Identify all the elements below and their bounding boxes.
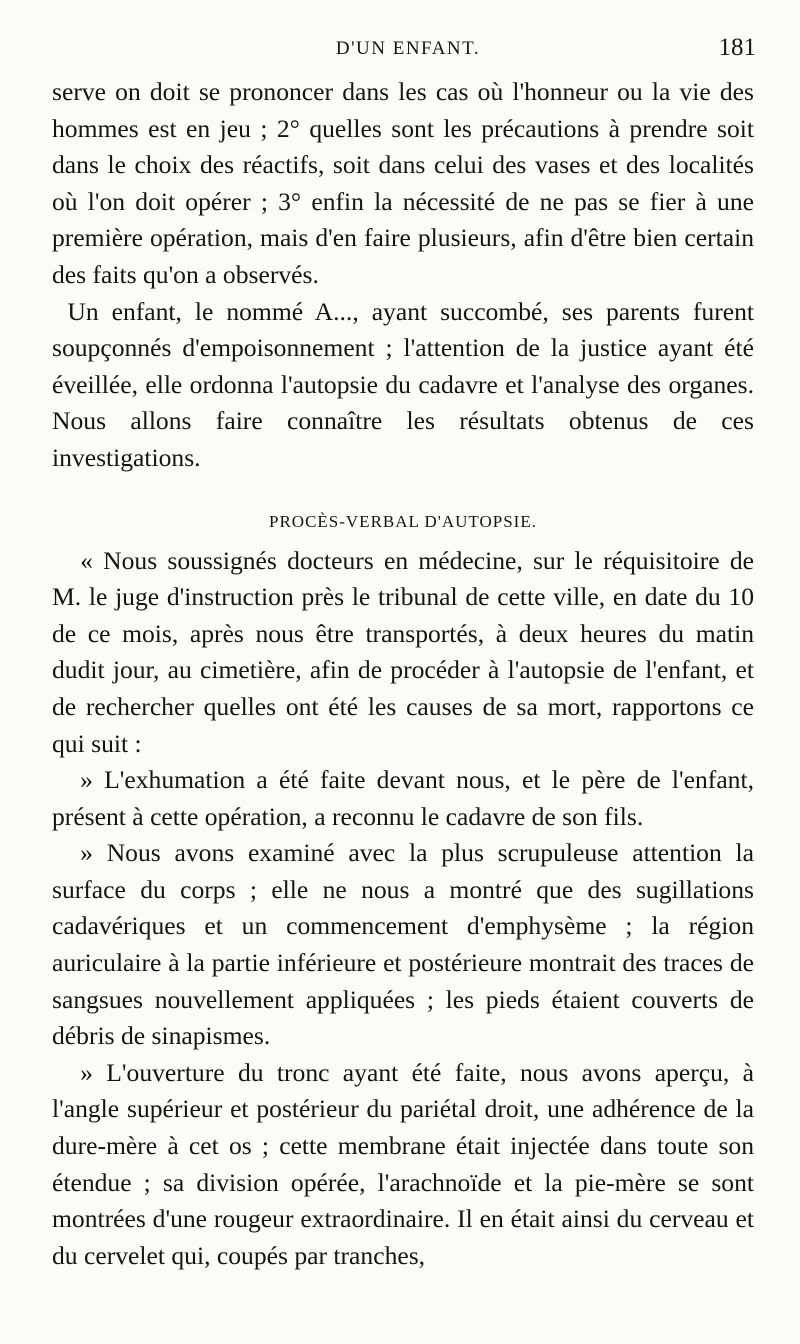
paragraph-case-intro: Un enfant, le nommé A..., ayant succombé, ses parents furent soupçonnés d'empoisonnement ; l'attention de la justice ayant été éveillée, elle ordonna l'autopsie du cadavre et l'analyse des organes. Nous allons faire connaître les résultats obtenus de ces investigations.: [52, 296, 754, 472]
page-number: 181: [718, 34, 756, 61]
paragraph-trunk-opening: » L'ouverture du tronc ayant été faite, nous avons aperçu, à l'angle supérieur et postérieur du pariétal droit, une adhérence de la dure-mère à cet os ; cette membrane était injectée dans toute son étendue ; sa division opérée, l'arachnoïde et la pie-mère se sont montrées d'une rougeur extraordinaire. Il en était ainsi du cerveau et du cervelet qui, coupés par tranches,: [52, 1057, 754, 1270]
paragraph-continuation: serve on doit se prononcer dans les cas où l'honneur ou la vie des hommes est en jeu ; 2° quelles sont les précautions à prendre soit dans le choix des réactifs, soit dans celui des vases et des localités où l'on doit opérer ; 3° enfin la nécessité de ne pas se fier à une première opération, mais d'en faire plusieurs, afin d'être bien certain des faits qu'on a observés.: [52, 77, 754, 289]
paragraph-surface-examination: » Nous avons examiné avec la plus scrupuleuse attention la surface du corps ; elle ne nous a montré que des sugillations cadavériques et un commencement d'emphysème ; la région auriculaire à la partie inférieure et postérieure montrait des traces de sangsues nouvellement appliquées ; les pieds étaient couverts de débris de sinapismes.: [52, 838, 754, 1051]
paragraph-report-opening: « Nous soussignés docteurs en médecine, sur le réquisitoire de M. le juge d'instruction près le tribunal de cette ville, en date du 10 de ce mois, après nous être transportés, à deux heures du matin dudit jour, au cimetière, afin de procéder à l'autopsie de l'enfant, et de rechercher quelles ont été les causes de sa mort, rapportons ce qui suit :: [52, 545, 754, 758]
paragraph-exhumation: » L'exhumation a été faite devant nous, et le père de l'enfant, présent à cette opération, a reconnu le cadavre de son fils.: [52, 765, 754, 831]
running-title: D'UN ENFANT.: [335, 38, 481, 59]
body-text: [52, 74, 754, 1274]
running-header: [48, 34, 768, 68]
section-heading: PROCÈS-VERBAL D'AUTOPSIE.: [269, 511, 537, 531]
